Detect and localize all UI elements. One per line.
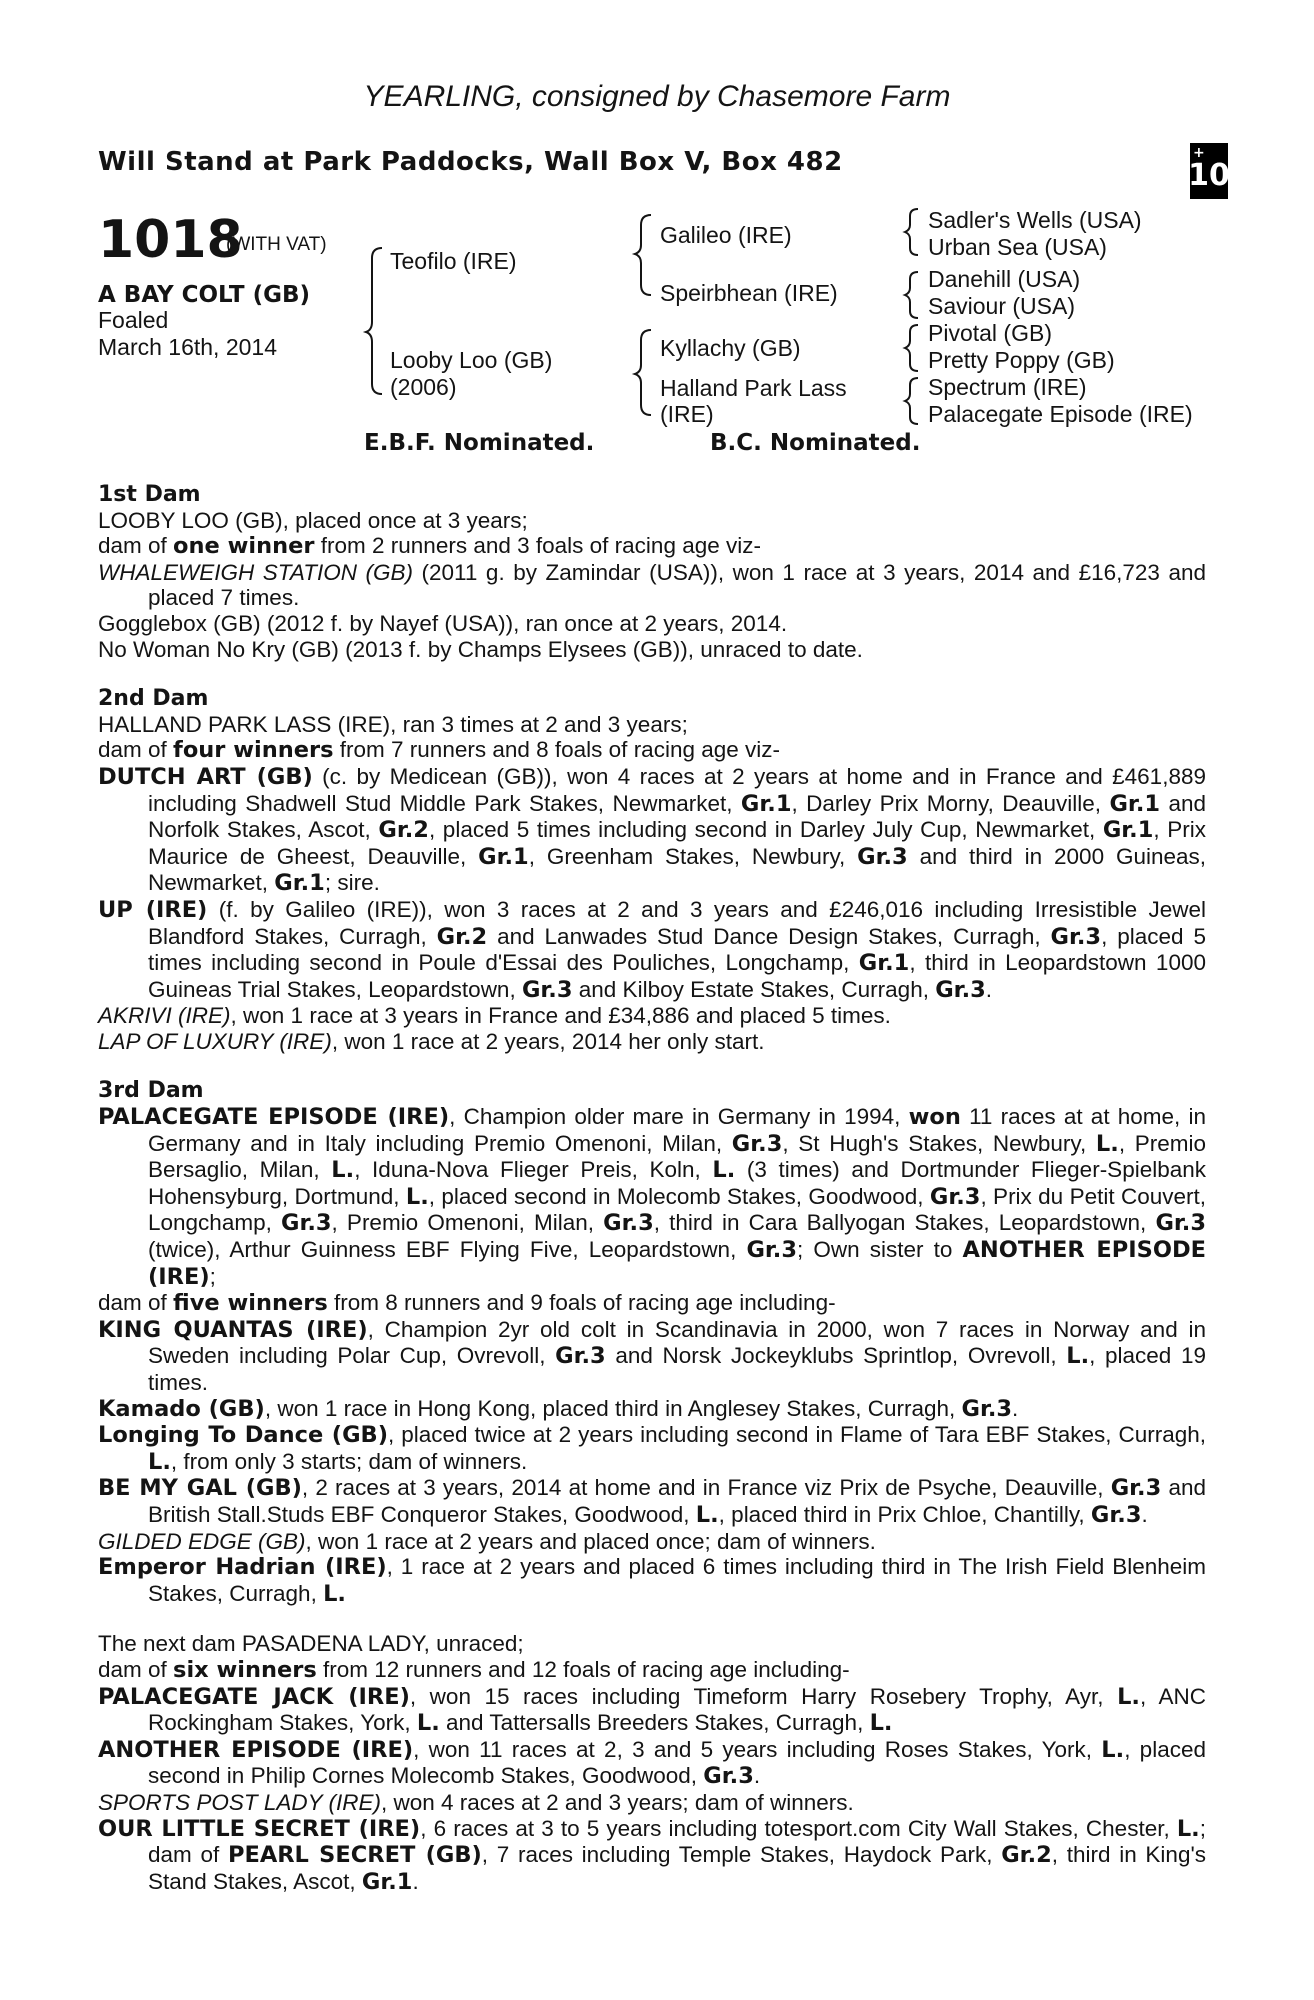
dam1-line2: dam of one winner from 2 runners and 3 foals of racing age viz- [98,533,761,560]
list-item: PALACEGATE JACK (IRE), won 15 races including Timeform Harry Rosebery Trophy, Ayr, L., ANC Rockingham Stakes, York, L. and Tattersalls Breeders Stakes, Curragh, L. [98,1683,1206,1737]
next-dam-line2: dam of six winners from 12 runners and 12 foals of racing age including- [98,1656,850,1683]
dam-dam-line1: Halland Park Lass [660,375,847,401]
list-item: ANOTHER EPISODE (IRE), won 11 races at 2, 3 and 5 years including Roses Stakes, York, L., placed second in Philip Cornes Molecomb Stakes, Goodwood, Gr.3. [98,1736,1206,1790]
dam-year: (2006) [390,374,457,400]
dam: Looby Loo (GB) [390,347,553,373]
section-heading-2nd-dam: 2nd Dam [98,686,209,712]
lot-number: 1018 [98,210,243,270]
dam-dam-line2: (IRE) [660,401,714,427]
list-item: Emperor Hadrian (IRE), 1 race at 2 years and placed 6 times including third in The Irish Field Blenheim Stakes, Curragh, L. [98,1554,1206,1607]
section-heading-1st-dam: 1st Dam [98,482,201,507]
gg-dam-2: Saviour (USA) [928,293,1075,319]
list-item: Gogglebox (GB) (2012 f. by Nayef (USA)), ran once at 2 years, 2014. [98,610,788,636]
list-item: WHALEWEIGH STATION (GB) (2011 g. by Zamindar (USA)), won 1 race at 3 years, 2014 and £16,723 and placed 7 times. [98,559,1206,611]
next-dam-line1: The next dam PASADENA LADY, unraced; [98,1631,524,1657]
foaled-label: Foaled [98,307,169,333]
list-item: Kamado (GB), won 1 race in Hong Kong, placed third in Anglesey Stakes, Curragh, Gr.3. [98,1395,1019,1422]
ebf-nominated: E.B.F. Nominated. [364,430,595,456]
gg-dam-1: Urban Sea (USA) [928,234,1107,260]
gg-sire-1: Sadler's Wells (USA) [928,207,1142,233]
gg-sire-2: Danehill (USA) [928,266,1081,292]
list-item: SPORTS POST LADY (IRE), won 4 races at 2 and 3 years; dam of winners. [98,1789,854,1815]
section-heading-3rd-dam: 3rd Dam [98,1078,204,1104]
sire-dam: Speirbhean (IRE) [660,280,838,306]
gg-sire-4: Spectrum (IRE) [928,374,1087,400]
sire: Teofilo (IRE) [390,248,517,274]
stand-location: Will Stand at Park Paddocks, Wall Box V, Box 482 [98,147,843,177]
horse-name: A BAY COLT (GB) [98,282,311,308]
list-item: DUTCH ART (GB) (c. by Medicean (GB)), won 4 races at 2 years at home and in France and £461,889 including Shadwell Stud Middle Park Stakes, Newmarket, Gr.1, Darley Prix Morny, Deauville, Gr.1 and Norfolk Stakes, Ascot, Gr.2, placed 5 times including second in Darley July Cup, Newmarket, Gr.1, Prix Maurice de Gheest, Deauville, Gr.1, Greenham Stakes, Newbury, Gr.3 and third in 2000 Guineas, Newmarket, Gr.1; sire. [98,763,1207,897]
dam2-line2: dam of four winners from 7 runners and 8 foals of racing age viz- [98,737,781,764]
sire-sire: Galileo (IRE) [660,222,792,248]
dam2-line1: HALLAND PARK LASS (IRE), ran 3 times at 2 and 3 years; [98,711,688,737]
dam3-line2: dam of five winners from 8 runners and 9 foals of racing age including- [98,1290,836,1317]
dam1-line1: LOOBY LOO (GB), placed once at 3 years; [98,507,528,533]
list-item: BE MY GAL (GB), 2 races at 3 years, 2014 at home and in France viz Prix de Psyche, Deauville, Gr.3 and British Stall.Studs EBF Conqueror Stakes, Goodwood, L., placed third in Prix Chloe, Chantilly, Gr.3. [98,1475,1206,1528]
catalogue-body [98,482,1206,1895]
badge-number: 10 [1188,158,1230,193]
list-item: No Woman No Kry (GB) (2013 f. by Champs Elysees (GB)), unraced to date. [98,636,863,662]
dam-sire: Kyllachy (GB) [660,335,801,361]
gg-dam-4: Palacegate Episode (IRE) [928,401,1193,427]
page-title: YEARLING, consigned by Chasemore Farm [363,80,951,113]
list-item: GILDED EDGE (GB), won 1 race at 2 years and placed once; dam of winners. [98,1528,876,1554]
badge-plus: + [1193,145,1205,161]
gg-sire-3: Pivotal (GB) [928,320,1052,346]
foaled-date: March 16th, 2014 [98,334,278,360]
dam3-paragraph: PALACEGATE EPISODE (IRE), Champion older mare in Germany in 1994, won 11 races at at home, in Germany and in Italy including Premio Omenoni, Milan, Gr.3, St Hugh's Stakes, Newbury, L., Premio Bersaglio, Milan, L., Iduna-Nova Flieger Preis, Koln, L. (3 times) and Dortmunder Flieger-Spielbank Hohensyburg, Dortmund, L., placed second in Molecomb Stakes, Goodwood, Gr.3, Prix du Petit Couvert, Longchamp, Gr.3, Premio Omenoni, Milan, Gr.3, third in Cara Ballyogan Stakes, Leopardstown, Gr.3 (twice), Arthur Guinness EBF Flying Five, Leopardstown, Gr.3; Own sister to ANOTHER EPISODE (IRE); [98,1104,1207,1290]
list-item: Longing To Dance (GB), placed twice at 2 years including second in Flame of Tara EBF Stakes, Curragh, L., from only 3 starts; dam of winners. [98,1422,1207,1475]
list-item: UP (IRE) (f. by Galileo (IRE)), won 3 races at 2 and 3 years and £246,016 including Irresistible Jewel Blandford Stakes, Curragh, Gr.2 and Lanwades Stud Dance Design Stakes, Curragh, Gr.3, placed 5 times including second in Poule d'Essai des Pouliches, Longchamp, Gr.1, third in Leopardstown 1000 Guineas Trial Stakes, Leopardstown, Gr.3 and Kilboy Estate Stakes, Curragh, Gr.3. [98,896,1206,1003]
list-item: AKRIVI (IRE), won 1 race at 3 years in France and £34,886 and placed 5 times. [98,1003,891,1029]
gg-dam-3: Pretty Poppy (GB) [928,347,1115,373]
list-item: KING QUANTAS (IRE), Champion 2yr old colt in Scandinavia in 2000, won 7 races in Norway and in Sweden including Polar Cup, Ovrevoll, Gr.3 and Norsk Jockeyklubs Sprintlop, Ovrevoll, L., placed 19 times. [98,1316,1206,1395]
list-item: LAP OF LUXURY (IRE), won 1 race at 2 years, 2014 her only start. [98,1028,765,1054]
list-item: OUR LITTLE SECRET (IRE), 6 races at 3 to 5 years including totesport.com City Wall Stakes, Chester, L.; dam of PEARL SECRET (GB), 7 races including Temple Stakes, Haydock Park, Gr.2, third in King's Stand Stakes, Ascot, Gr.1. [98,1815,1206,1895]
vat-label: (WITH VAT) [226,234,327,255]
bc-nominated: B.C. Nominated. [710,430,921,456]
